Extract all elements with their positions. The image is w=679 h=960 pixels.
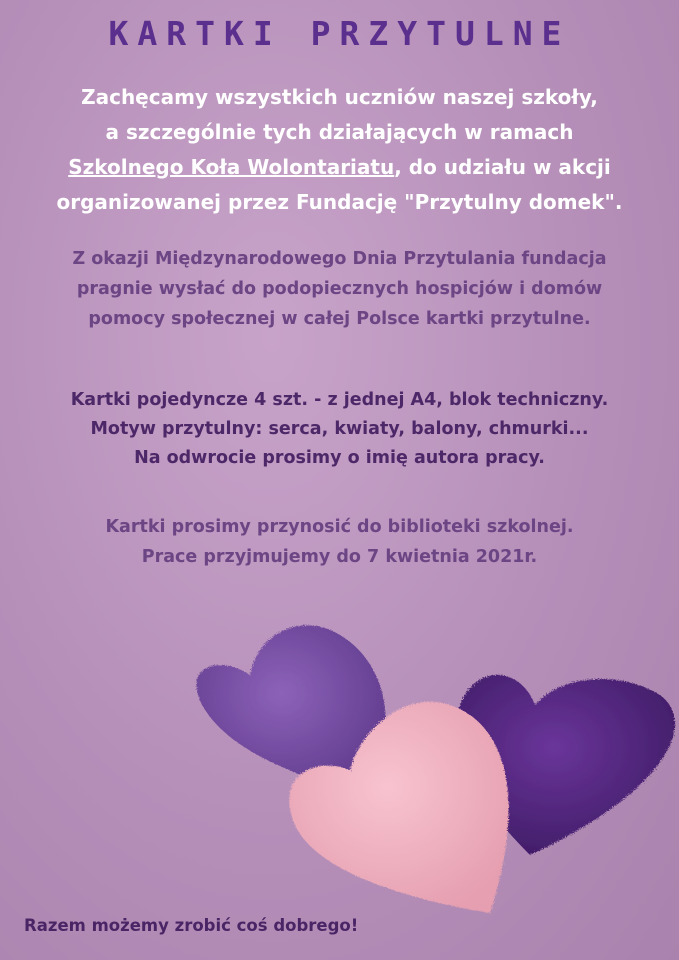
requirements-line-1: Kartki pojedyncze 4 szt. - z jednej A4, blok techniczny.: [70, 390, 609, 410]
delivery-line-2: Prace przyjmujemy do 7 kwietnia 2021r.: [141, 547, 538, 567]
requirements-line-3: Na odwrocie prosimy o imię autora pracy.: [134, 448, 545, 468]
closing-slogan: Razem możemy zrobić coś dobrego!: [24, 916, 359, 935]
intro-line-3: [20, 150, 659, 185]
intro-paragraph: [20, 80, 659, 220]
volunteer-club-link[interactable]: Szkolnego Koła Wolontariatu: [68, 155, 395, 179]
requirements-line-2: Motyw przytulny: serca, kwiaty, balony, chmurki...: [90, 419, 589, 439]
occasion-line-2: pragnie wysłać do podopiecznych hospicjów i domów: [76, 279, 603, 299]
occasion-paragraph: [30, 244, 649, 334]
requirements-paragraph: [20, 386, 659, 473]
page-title: KARTKI PRZYTULNE: [108, 14, 571, 53]
delivery-line-1: Kartki prosimy przynosić do biblioteki szkolnej.: [105, 517, 574, 537]
occasion-line-1: Z okazji Międzynarodowego Dnia Przytulania fundacja: [72, 249, 607, 269]
intro-line-4: organizowanej przez Fundację "Przytulny domek".: [56, 190, 623, 214]
intro-line-1: Zachęcamy wszystkich uczniów naszej szkoły,: [81, 85, 598, 109]
felt-hearts-image: [190, 595, 679, 915]
intro-line-3-rest: , do udziału w akcji: [394, 155, 611, 179]
delivery-paragraph: [30, 512, 649, 572]
occasion-line-3: pomocy społecznej w całej Polsce kartki przytulne.: [88, 309, 591, 329]
intro-line-2: a szczególnie tych działających w ramach: [105, 120, 574, 144]
